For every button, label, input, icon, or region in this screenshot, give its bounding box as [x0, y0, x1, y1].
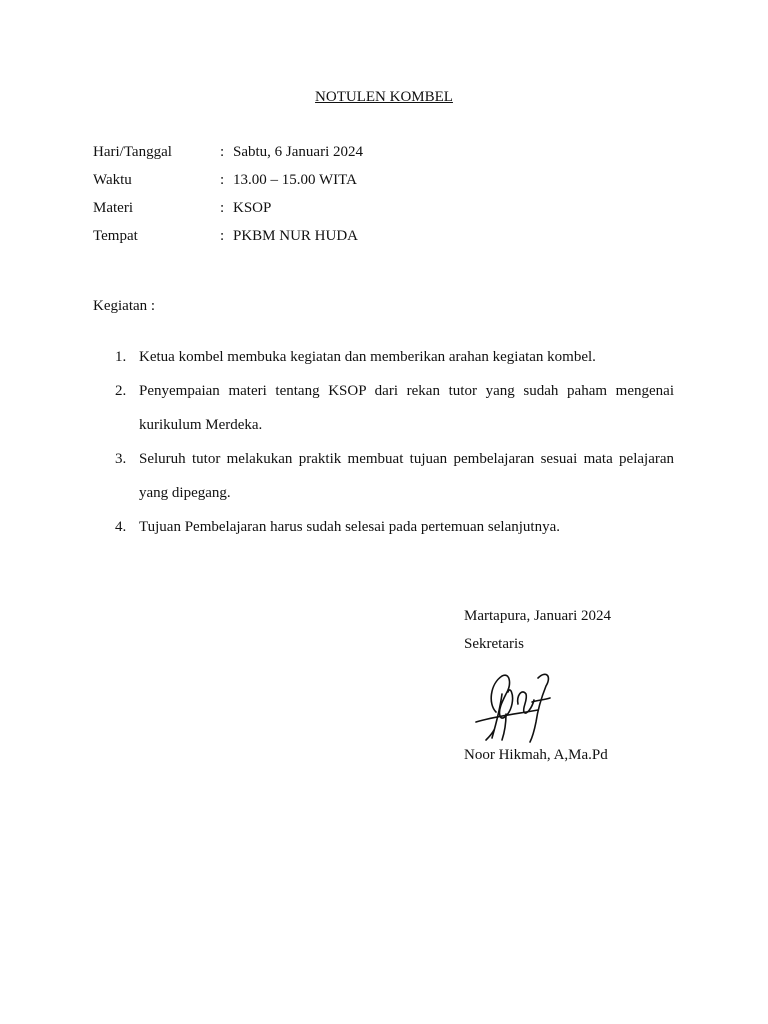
info-colon: : [220, 200, 225, 216]
info-value: KSOP [233, 200, 272, 216]
info-label: Hari/Tanggal [93, 144, 172, 160]
list-item-text: Penyempaian materi tentang KSOP dari rekan tutor yang sudah paham mengenai kurikulum Merdeka. [139, 383, 674, 433]
signature-role: Sekretaris [464, 636, 524, 652]
handwritten-signature [466, 664, 562, 744]
list-item [93, 510, 674, 544]
info-value: PKBM NUR HUDA [233, 228, 359, 244]
list-item-text: Ketua kombel membuka kegiatan dan memberikan arahan kegiatan kombel. [139, 349, 596, 365]
info-label: Waktu [93, 172, 132, 188]
signature-header [464, 607, 611, 653]
list-item [93, 340, 674, 374]
info-value: Sabtu, 6 Januari 2024 [233, 144, 363, 160]
list-item [93, 374, 674, 442]
info-colon: : [220, 172, 225, 188]
list-item-number: 4. [115, 519, 127, 535]
signatory-name: Noor Hikmah, A,Ma.Pd [464, 747, 608, 763]
list-item-text: Seluruh tutor melakukan praktik membuat tujuan pembelajaran sesuai mata pelajaran yang dipegang. [139, 451, 674, 501]
info-colon: : [220, 144, 225, 160]
list-item [93, 442, 674, 510]
list-item-number: 3. [115, 451, 127, 467]
list-item-number: 1. [115, 349, 127, 365]
signature-place-date: Martapura, Januari 2024 [464, 608, 612, 624]
list-item-number: 2. [115, 383, 127, 399]
activity-list [93, 340, 674, 544]
info-label: Materi [93, 200, 133, 216]
activities-heading: Kegiatan : [93, 298, 156, 314]
info-label: Tempat [93, 228, 138, 244]
info-colon: : [220, 228, 225, 244]
list-item-text: Tujuan Pembelajaran harus sudah selesai pada pertemuan selanjutnya. [139, 519, 560, 535]
document-title: NOTULEN KOMBEL [315, 89, 453, 105]
info-value: 13.00 – 15.00 WITA [233, 172, 357, 188]
